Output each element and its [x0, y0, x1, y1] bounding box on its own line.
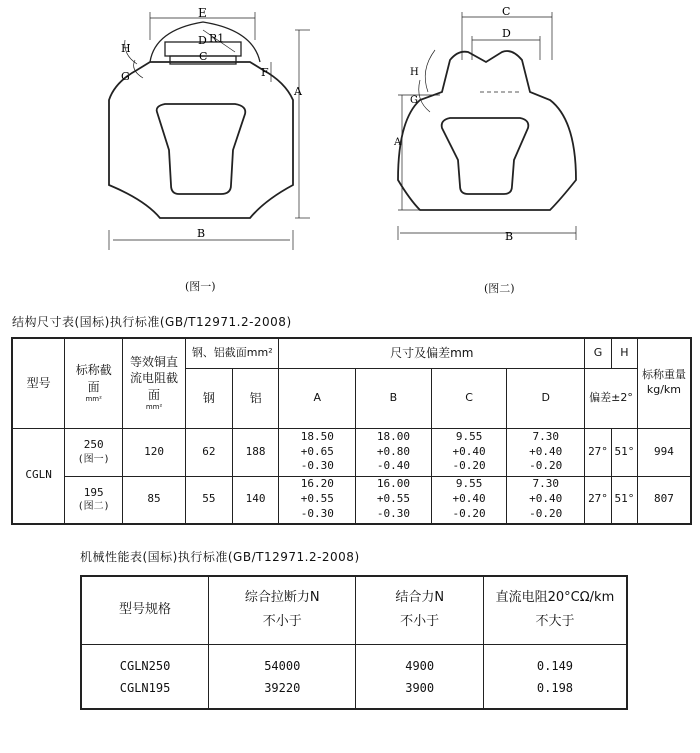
header-nominal: [65, 338, 123, 428]
header-D: D: [507, 368, 585, 428]
fig1-label-E: E: [198, 6, 207, 20]
tensile-cell: 39220: [209, 677, 356, 709]
dim-plus: +0.40: [452, 444, 486, 458]
dim-value: 16.20: [300, 477, 334, 491]
dim-plus: +0.65: [300, 444, 334, 458]
dim-C-cell: [431, 476, 507, 524]
fig1-label-F: F: [261, 66, 269, 79]
header-resistance-label: 直流电阻20°CΩ/km: [495, 589, 615, 605]
header-H: H: [611, 338, 637, 368]
header-model: 型号: [12, 338, 65, 428]
dim-minus: -0.30: [300, 507, 334, 521]
dim-plus: +0.80: [376, 444, 410, 458]
weight-cell: 994: [637, 428, 691, 476]
dim-plus: +0.55: [376, 492, 410, 506]
header-equiv-unit: mm²: [145, 402, 163, 411]
table-row: [12, 428, 691, 476]
bond-cell: 4900: [356, 644, 483, 677]
fig2-label-A: A: [394, 137, 402, 148]
dim-value: 9.55: [455, 477, 483, 491]
equiv-cell: 120: [123, 428, 186, 476]
structure-table: [11, 337, 692, 525]
figure-1-caption: (图一): [185, 280, 216, 293]
dim-C-cell: [431, 428, 507, 476]
figure-2-drawing: [380, 0, 590, 270]
fig1-label-R1: R1: [209, 32, 225, 45]
header-weight-label: 标称重量kg/km: [641, 368, 686, 397]
dim-value: 9.55: [455, 429, 483, 443]
header-resistance-sub: 不大于: [535, 614, 575, 630]
section-value: 250: [83, 437, 104, 451]
fig2-label-C: C: [502, 5, 511, 18]
dim-minus: -0.40: [376, 459, 410, 473]
figure-1-drawing: [95, 0, 335, 280]
fig1-label-D: D: [198, 34, 207, 47]
header-tensile: [209, 576, 356, 644]
fig2-label-G: G: [410, 95, 418, 106]
dim-value: 18.50: [300, 429, 334, 443]
section-fig: (图一): [77, 453, 110, 465]
H-cell: 51°: [611, 428, 637, 476]
header-nominal-label: 标称截面: [75, 363, 112, 394]
al-cell: 140: [232, 476, 279, 524]
header-G: G: [585, 338, 612, 368]
weight-cell: 807: [637, 476, 691, 524]
dim-B-cell: [356, 476, 432, 524]
dim-minus: -0.20: [529, 507, 563, 521]
section-cell: [65, 428, 123, 476]
header-nominal-unit: mm²: [85, 394, 102, 403]
header-steel: 钢: [185, 368, 232, 428]
dim-A-cell: [279, 428, 356, 476]
H-cell: 51°: [611, 476, 637, 524]
steel-cell: 55: [185, 476, 232, 524]
bond-cell: 3900: [356, 677, 483, 709]
equiv-cell: 85: [123, 476, 186, 524]
fig1-label-H: H: [121, 42, 131, 55]
dim-value: 16.00: [376, 477, 410, 491]
section-cell: [65, 476, 123, 524]
header-tensile-sub: 不小于: [262, 614, 302, 630]
header-dims: 尺寸及偏差mm: [279, 338, 585, 368]
spec-cell: CGLN250: [81, 644, 209, 677]
header-resistance: [483, 576, 627, 644]
table1-title: 结构尺寸表(国标)执行标准(GB/T12971.2-2008): [12, 315, 292, 329]
table2-title: 机械性能表(国标)执行标准(GB/T12971.2-2008): [80, 550, 360, 564]
tensile-cell: 54000: [209, 644, 356, 677]
header-al: 铝: [232, 368, 279, 428]
fig2-label-B: B: [505, 230, 514, 243]
resistance-cell: 0.149: [483, 644, 627, 677]
header-spec: 型号规格: [81, 576, 209, 644]
G-cell: 27°: [585, 476, 612, 524]
dim-minus: -0.30: [376, 507, 410, 521]
dim-plus: +0.40: [529, 492, 563, 506]
dim-value: 7.30: [532, 429, 559, 443]
steel-cell: 62: [185, 428, 232, 476]
model-cell: CGLN: [12, 428, 65, 524]
section-fig: (图二): [77, 501, 110, 513]
dim-minus: -0.30: [300, 459, 334, 473]
header-A: A: [279, 368, 356, 428]
header-bond-sub: 不小于: [400, 614, 440, 630]
dim-B-cell: [356, 428, 432, 476]
spec-cell: CGLN195: [81, 677, 209, 709]
dim-D-cell: [507, 476, 585, 524]
fig2-label-H: H: [410, 67, 419, 78]
dim-value: 7.30: [532, 477, 559, 491]
table-row: [12, 476, 691, 524]
dim-A-cell: [279, 476, 356, 524]
header-B: B: [356, 368, 432, 428]
dim-minus: -0.20: [452, 507, 486, 521]
section-value: 195: [83, 485, 104, 499]
fig1-label-A: A: [294, 85, 302, 98]
dim-plus: +0.55: [300, 492, 334, 506]
fig1-label-G: G: [121, 70, 130, 83]
header-bond: [356, 576, 483, 644]
dim-minus: -0.20: [529, 459, 563, 473]
header-weight: [637, 338, 691, 428]
al-cell: 188: [232, 428, 279, 476]
header-tolerance: 偏差±2°: [585, 368, 638, 428]
resistance-cell: 0.198: [483, 677, 627, 709]
header-equiv-label: 等效铜直流电阻截面: [130, 355, 179, 402]
table-row: [81, 644, 627, 677]
dim-D-cell: [507, 428, 585, 476]
fig2-label-D: D: [502, 27, 511, 40]
table-row: [81, 677, 627, 709]
dim-plus: +0.40: [452, 492, 486, 506]
G-cell: 27°: [585, 428, 612, 476]
figure-2-caption: (图二): [484, 282, 515, 295]
header-equiv: [123, 338, 186, 428]
dim-minus: -0.20: [452, 459, 486, 473]
header-tensile-label: 综合拉断力N: [244, 589, 320, 605]
fig1-label-C: C: [199, 50, 208, 63]
dim-value: 18.00: [376, 429, 410, 443]
fig1-label-B: B: [197, 227, 206, 240]
header-steel-al: 钢、铝截面mm²: [185, 338, 279, 368]
header-bond-label: 结合力N: [395, 589, 445, 605]
dim-plus: +0.40: [529, 444, 563, 458]
mechanical-table: [80, 575, 628, 710]
header-C: C: [431, 368, 507, 428]
